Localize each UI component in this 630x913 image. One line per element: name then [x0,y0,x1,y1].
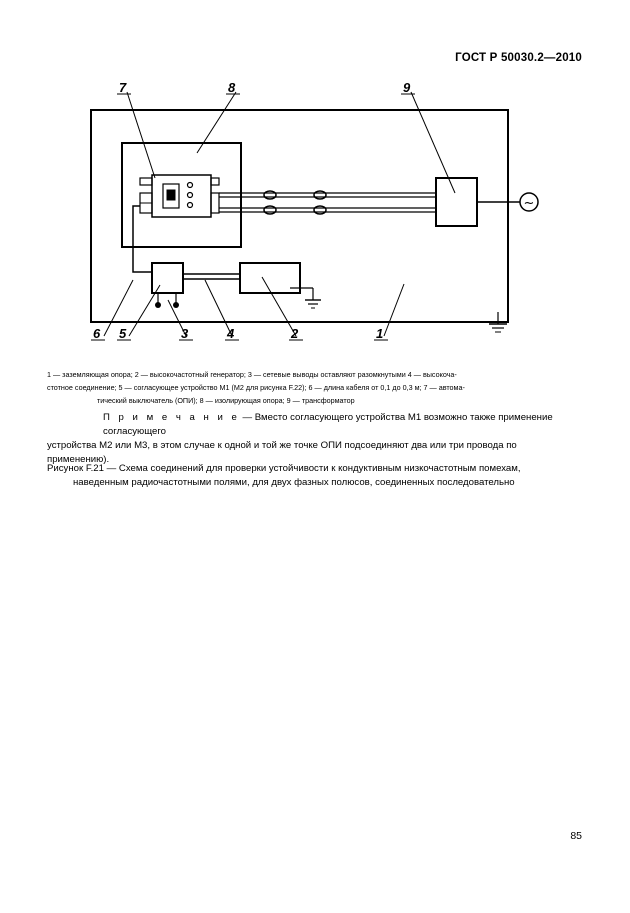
label-2: 2 [291,326,299,341]
standard-header: ГОСТ Р 50030.2—2010 [455,52,582,64]
breaker-toggle-inner [167,190,175,200]
leader-5 [129,285,160,336]
caption-line-2: наведенным радиочастотными полями, для двух фазных полюсов, соединенных последовательно [73,477,515,488]
label-9: 9 [403,80,411,95]
coupling-terminal-dot-1 [155,302,161,308]
cable-clamp-2 [264,206,276,214]
caption-line-1: Рисунок F.21 — Схема соединений для проверки устойчивости к кондуктивным низкочастотным помехам, [47,463,521,474]
legend-line-1: 1 — заземляющая опора; 2 — высокочастотный генератор; 3 — сетевые выводы оставляют разомкнутыми 4 — высокоча- [47,370,457,379]
terminal-dot-2 [188,193,193,198]
cable-clamp-3 [314,191,326,199]
note-text-1: — Вместо согласующего устройства М1 возможно также применение согласующего [103,412,553,437]
label-5: 5 [119,326,127,341]
coupling-device-rect [152,263,183,293]
legend-line-2: стотное соединение; 5 — согласующее устройство М1 (М2 для рисунка F.22); 6 — длина кабеля от 0,1 до 0,3 м; 7 — автома- [47,383,465,392]
label-4: 4 [227,326,235,341]
note-line-1 [47,411,583,439]
transformer-rect [436,178,477,226]
label-1: 1 [376,326,384,341]
terminal-dot-1 [188,183,193,188]
cable-clamp-4 [314,206,326,214]
page-number: 85 [570,830,582,842]
cable-6 [133,206,152,272]
cable-clamp-1 [264,191,276,199]
left-terminal-top [140,178,152,185]
terminal-dot-3 [188,203,193,208]
legend-line-3: тический выключатель (ОПИ); 8 — изолирующая опора; 9 — трансформатор [97,396,355,405]
label-8: 8 [228,80,236,95]
label-7: 7 [119,80,127,95]
note-line-3: применению). [47,454,110,465]
note-line-2: устройства М2 или М3, в этом случае к одной и той же точке ОПИ подсоединяют два или три провода по [47,440,517,451]
connection-diagram [0,0,630,360]
figure-legend [47,368,583,407]
breaker-rect [152,175,211,217]
label-3: 3 [181,326,189,341]
coupling-terminal-dot-2 [173,302,179,308]
note-lead: П р и м е ч а н и е [103,412,240,423]
ac-source-symbol: ~ [523,196,535,211]
leader-9 [411,92,455,193]
right-terminal-top [211,178,219,185]
label-6: 6 [93,326,101,341]
figure-caption [47,462,583,490]
leader-1 [384,284,404,336]
note-paragraph [47,411,583,467]
right-terminal-bottom [211,193,219,213]
leader-7 [127,92,155,178]
